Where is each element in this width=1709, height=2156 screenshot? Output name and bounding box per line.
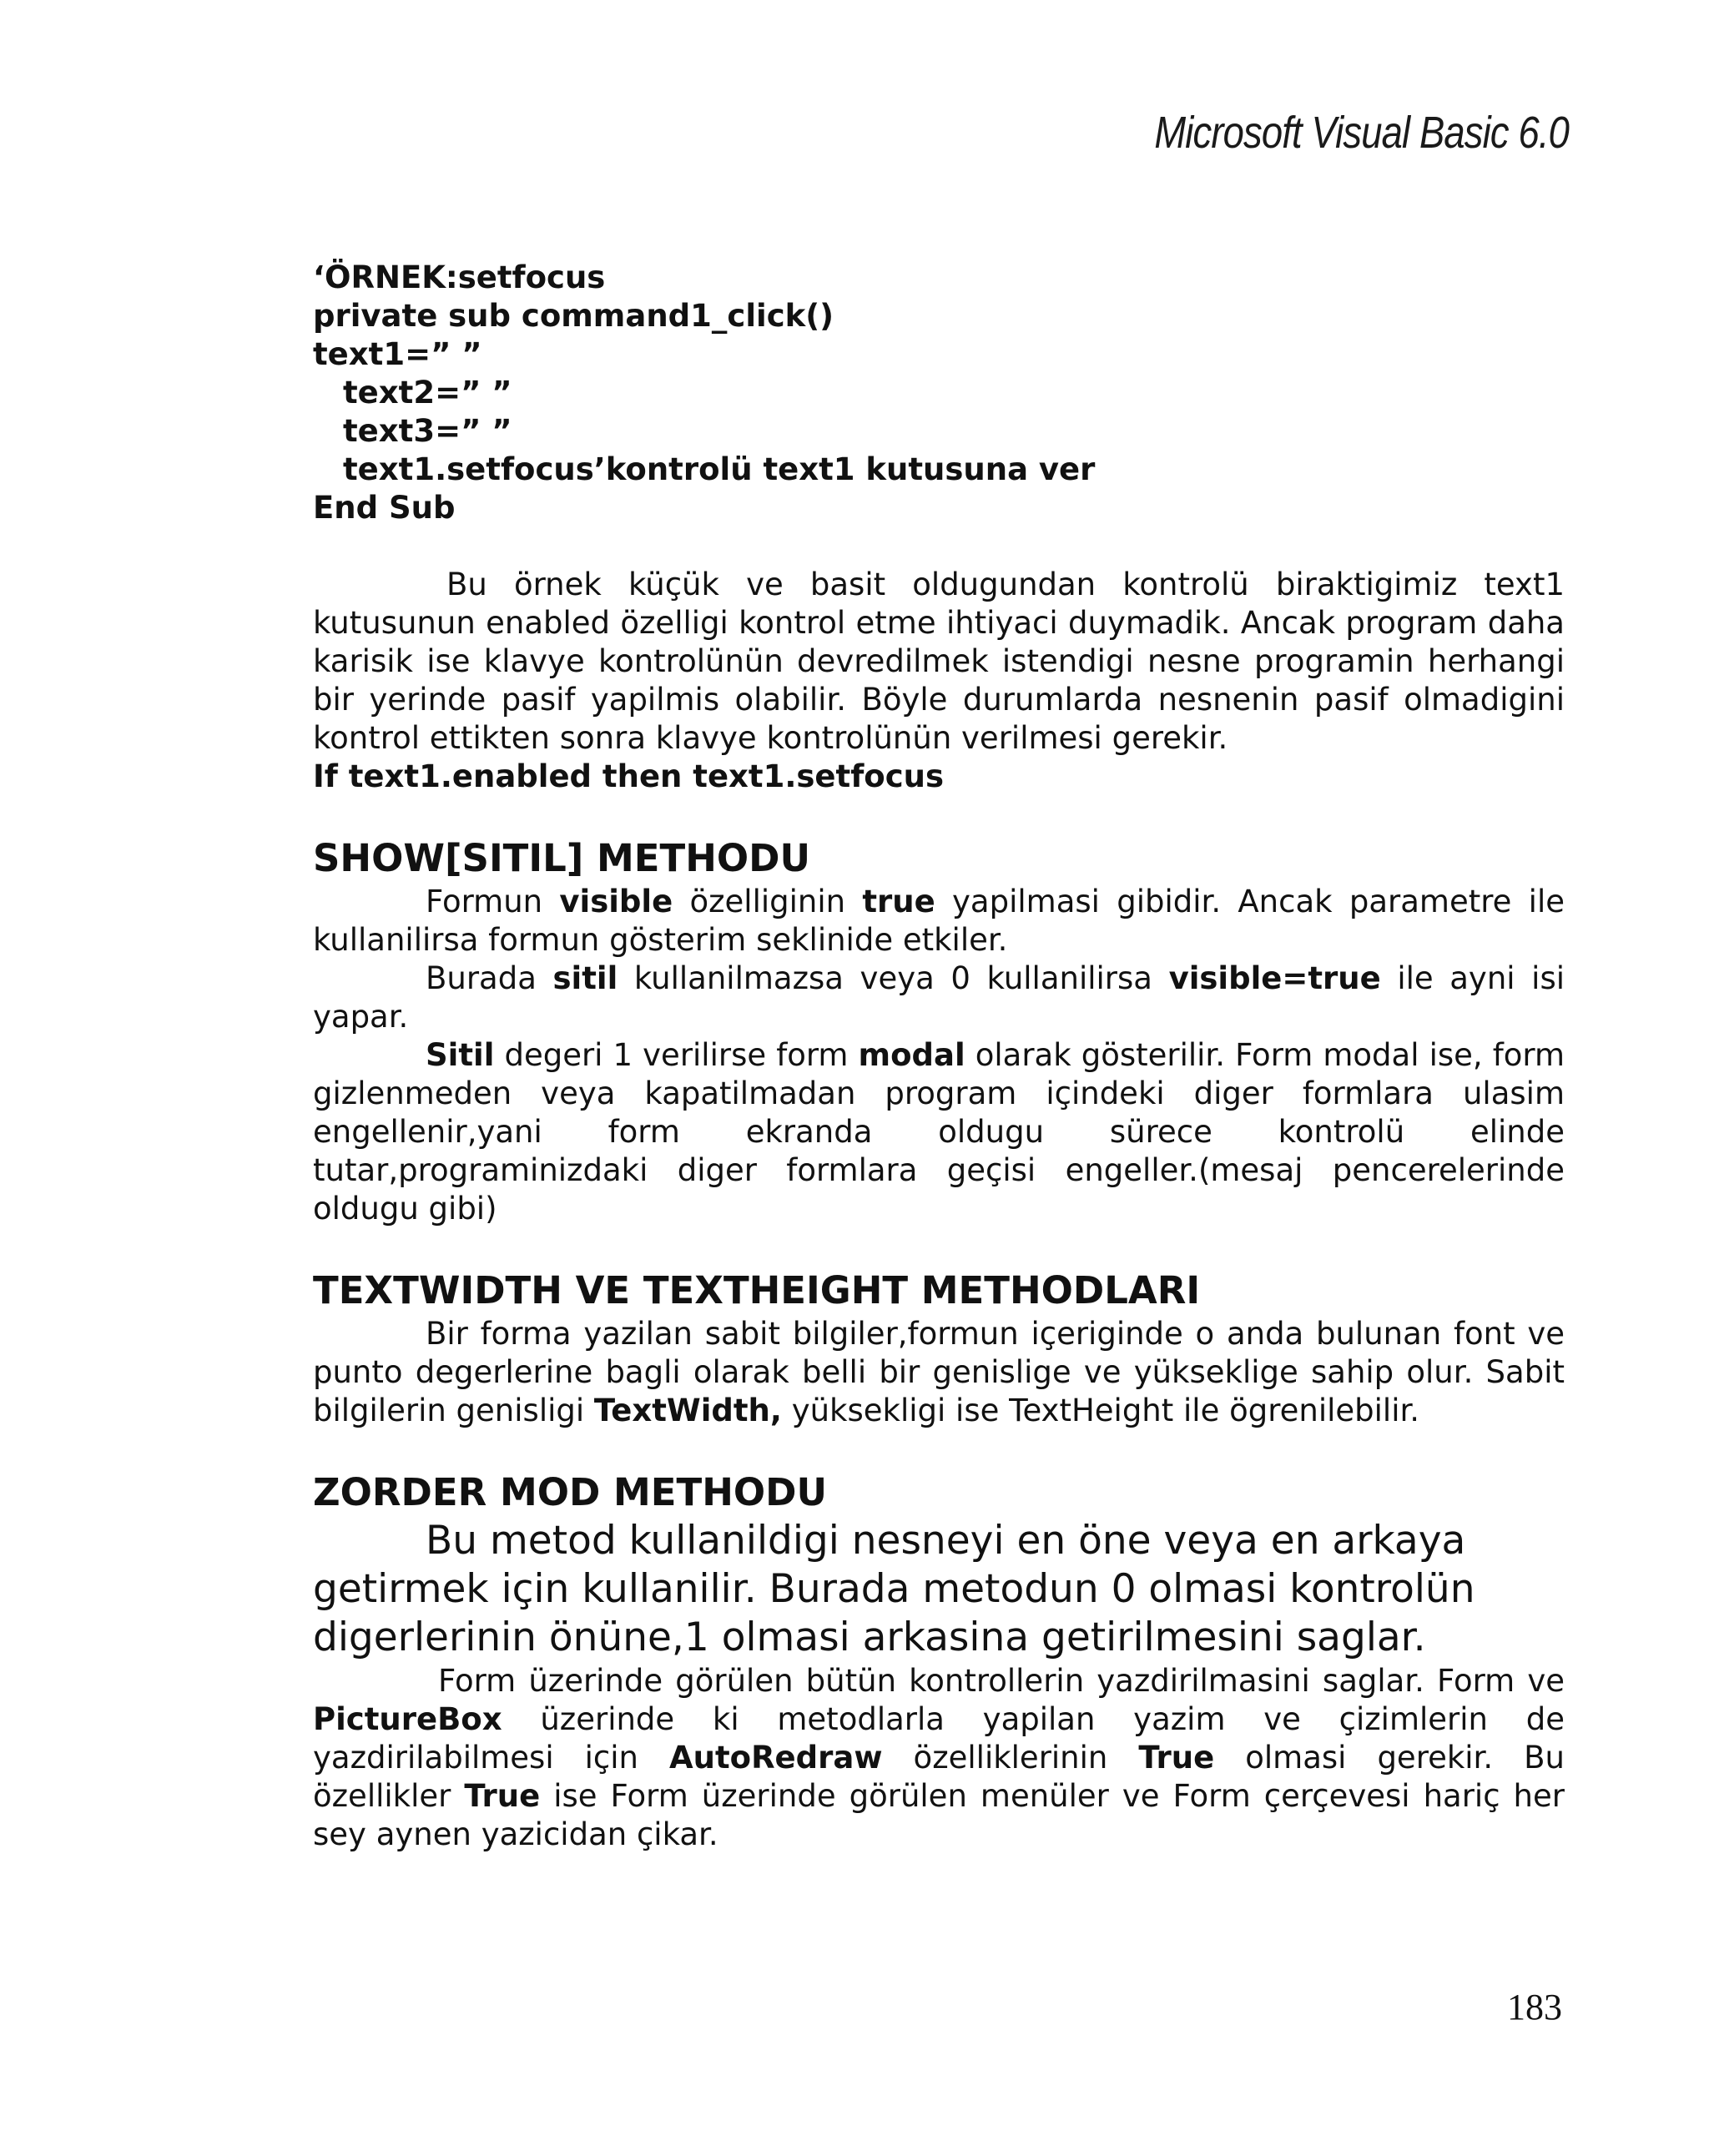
page-number: 183: [1507, 1987, 1562, 2028]
zorder-paragraph: Form üzerinde görülen bütün kontrollerin yazdirilmasini saglar. Form ve PictureBox üzerinde ki metodlarla yapilan yazim ve çizimlerin de yazdirilabilmesi için AutoRedraw özelliklerinin True olmasi gerekir. Bu özellikler True ise Form üzerinde görülen menüler ve Form çerçevesi hariç her sey aynen yazicidan çikar.: [313, 1663, 1565, 1852]
zorder-large-text: [313, 1517, 1565, 1662]
zorder-line: getirmek için kullanilir. Burada metodun 0 olmasi kontrolün: [313, 1566, 1475, 1612]
page-body: [313, 259, 1565, 1854]
show-paragraph-2: Burada sitil kullanilmazsa veya 0 kullanilirsa visible=true ile ayni isi yapar.: [313, 960, 1565, 1035]
setfocus-explanation: Bu örnek küçük ve basit oldugundan kontrolü biraktigimiz text1 kutusunun enabled özelligi kontrol etme ihtiyaci duymadik. Ancak program daha karisik ise klavye kontrolünün devredilmek istendigi nesne programin herhangi bir yerinde pasif yapilmis olabilir. Böyle durumlarda nesnenin pasif olmadigini kontrol ettikten sonra klavye kontrolünün verilmesi gerekir.: [313, 567, 1565, 756]
code-line: text2=” ”: [343, 375, 512, 411]
code-line: text1=” ”: [313, 336, 482, 372]
code-line: text1.setfocus’kontrolü text1 kutusuna ver: [343, 451, 1096, 487]
code-line-if: If text1.enabled then text1.setfocus: [313, 758, 945, 794]
running-header: Microsoft Visual Basic 6.0: [1154, 108, 1569, 158]
show-paragraph-1: Formun visible özelliginin true yapilmasi gibidir. Ancak parametre ile kullanilirsa formun gösterim seklinide etkiler.: [313, 884, 1565, 958]
section-heading-textwidth: TEXTWIDTH VE TEXTHEIGHT METHODLARI: [313, 1268, 1201, 1312]
code-line: End Sub: [313, 490, 456, 526]
code-example-setfocus: [313, 259, 1565, 527]
zorder-line: Bu metod kullanildigi nesneyi en öne veya en arkaya: [426, 1518, 1466, 1564]
zorder-line: digerlerinin önüne,1 olmasi arkasina getirilmesini saglar.: [313, 1614, 1426, 1660]
code-line: text3=” ”: [343, 413, 512, 449]
textwidth-paragraph: Bir forma yazilan sabit bilgiler,formun içeriginde o anda bulunan font ve punto degerlerine bagli olarak belli bir genislige ve yükseklige sahip olur. Sabit bilgilerin genisligi TextWidth, yüksekligi ise TextHeight ile ögrenilebilir.: [313, 1316, 1565, 1428]
code-line: private sub command1_click(): [313, 298, 834, 334]
code-line: ‘ÖRNEK:setfocus: [313, 259, 606, 295]
section-heading-zorder: ZORDER MOD METHODU: [313, 1470, 828, 1514]
show-paragraph-3: Sitil degeri 1 verilirse form modal olarak gösterilir. Form modal ise, form gizlenmeden veya kapatilmadan program içindeki diger formlara ulasim engellenir,yani form ekranda oldugu sürece kontrolü elinde tutar,programinizdaki diger formlara geçisi engeller.(mesaj pencerelerinde oldugu gibi): [313, 1037, 1565, 1227]
section-heading-show: SHOW[SITIL] METHODU: [313, 836, 811, 880]
